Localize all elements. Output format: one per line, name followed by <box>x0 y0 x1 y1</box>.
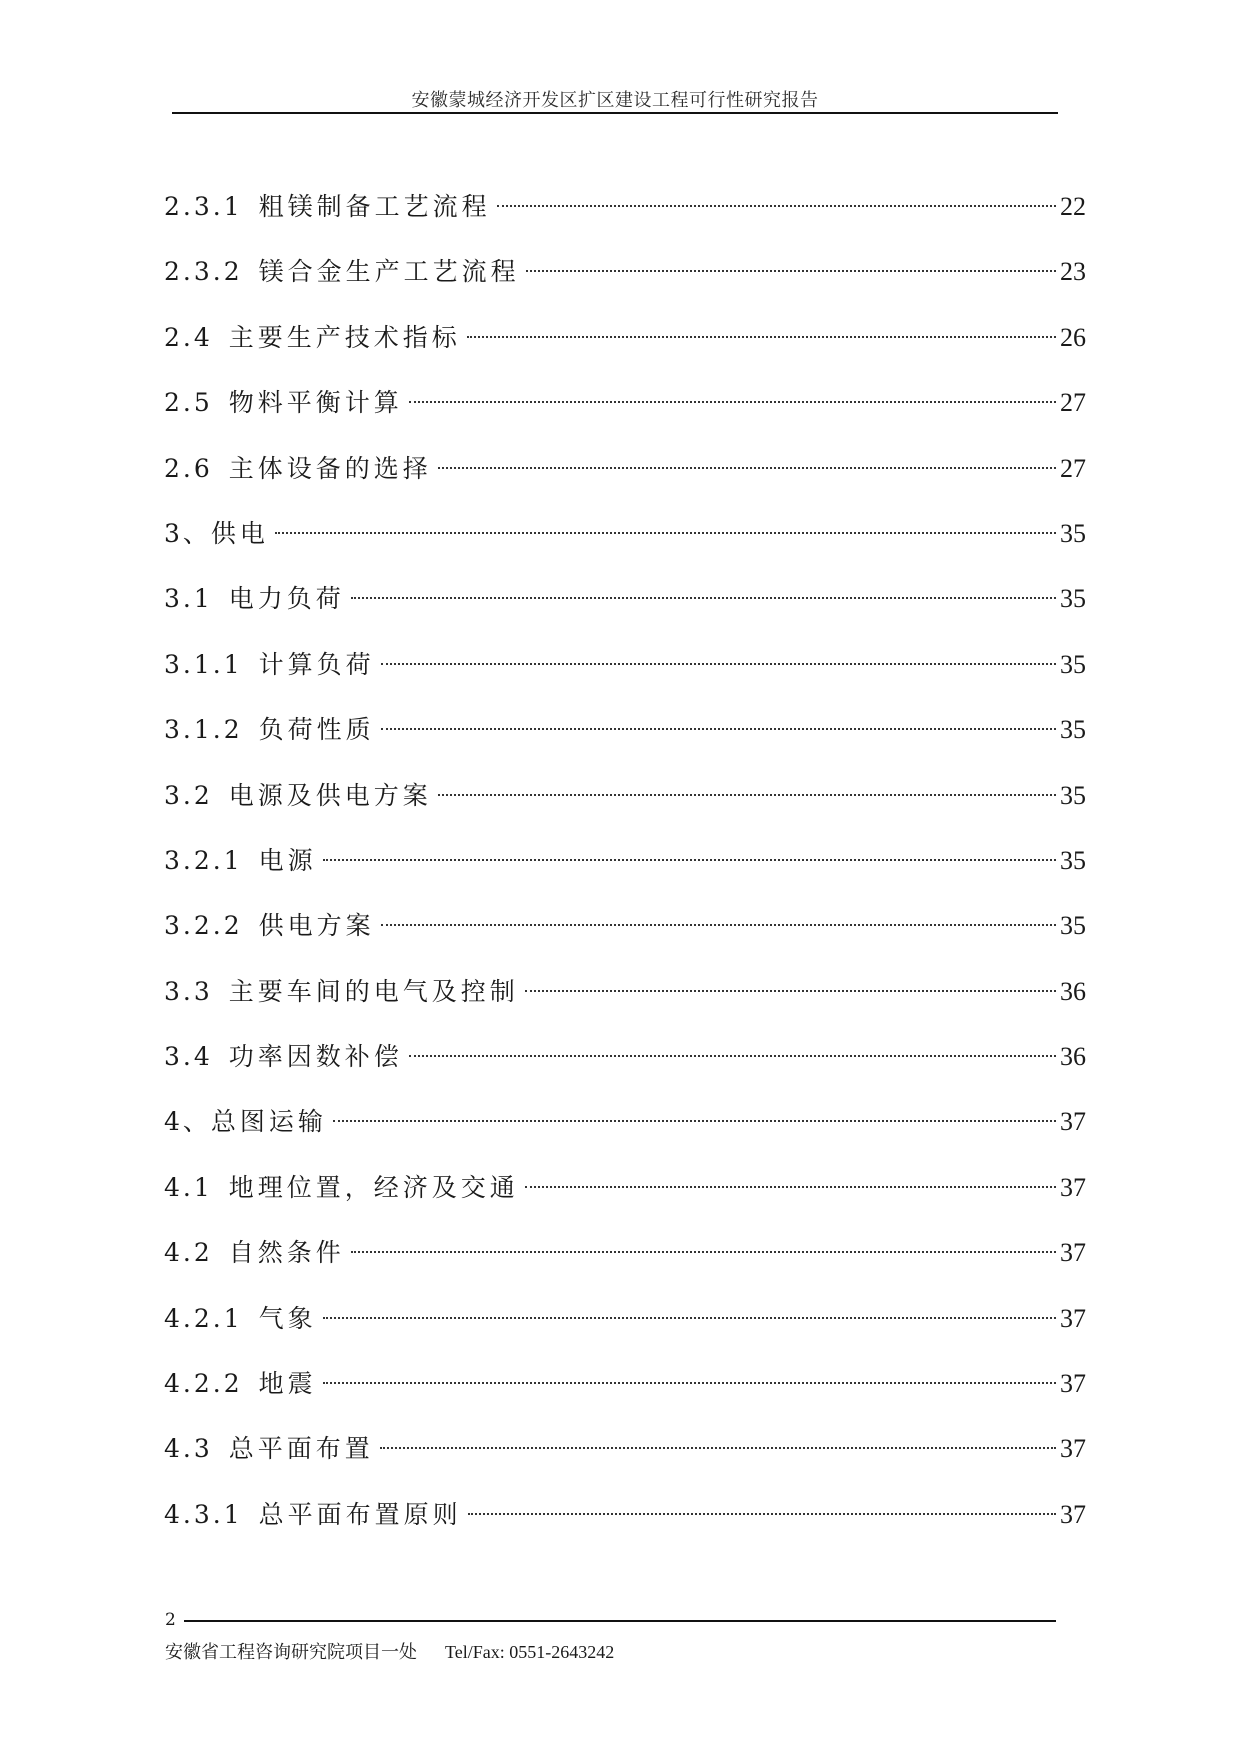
toc-entry-title: 电源 <box>258 845 317 875</box>
toc-entry-page: 37 <box>1060 1303 1086 1333</box>
footer-divider <box>184 1620 1056 1622</box>
footer-info <box>165 1638 614 1664</box>
toc-dot-leader <box>381 663 1056 665</box>
toc-entry-number: 4.2 <box>164 1238 213 1268</box>
toc-entry[interactable] <box>164 514 1086 579</box>
toc-entry[interactable] <box>164 187 1086 252</box>
toc-entry[interactable] <box>164 1364 1086 1429</box>
toc-entry-page: 37 <box>1060 1434 1086 1464</box>
toc-entry-number: 3.2 <box>164 780 213 810</box>
toc-entry[interactable] <box>164 645 1086 710</box>
toc-entry-title: 地震 <box>258 1369 317 1399</box>
toc-entry[interactable] <box>164 1429 1086 1494</box>
toc-dot-leader <box>409 401 1056 403</box>
toc-entry-title: 功率因数补偿 <box>228 1042 403 1072</box>
footer-page-number: 2 <box>165 1610 176 1630</box>
toc-entry-number: 2.3.2 <box>164 257 243 287</box>
page-header-title: 安徽蒙城经济开发区扩区建设工程可行性研究报告 <box>411 90 819 111</box>
toc-dot-leader <box>409 1055 1056 1057</box>
toc-dot-leader <box>333 1120 1056 1122</box>
toc-dot-leader <box>497 205 1056 207</box>
toc-entry-number: 4.3.1 <box>164 1499 243 1529</box>
toc-entry-title: 地理位置，经济及交通 <box>228 1172 519 1202</box>
toc-entry-title: 镁合金生产工艺流程 <box>258 257 520 287</box>
toc-entry-number: 3.2.2 <box>164 911 243 941</box>
toc-dot-leader <box>380 1447 1056 1449</box>
toc-dot-leader <box>525 1186 1056 1188</box>
toc-entry-title: 物料平衡计算 <box>228 388 403 418</box>
toc-entry[interactable] <box>164 1037 1086 1102</box>
toc-entry-page: 37 <box>1060 1238 1086 1268</box>
toc-dot-leader <box>467 336 1056 338</box>
toc-entry[interactable] <box>164 449 1086 514</box>
toc-dot-leader <box>381 728 1056 730</box>
toc-dot-leader <box>323 1317 1056 1319</box>
toc-dot-leader <box>323 859 1056 861</box>
toc-entry-page: 35 <box>1060 715 1086 745</box>
footer-organization: 安徽省工程咨询研究院项目一处 <box>165 1642 417 1663</box>
toc-entry-title: 主体设备的选择 <box>228 453 432 483</box>
toc-dot-leader <box>438 467 1056 469</box>
toc-entry-number: 2.4 <box>164 322 213 352</box>
toc-entry-page: 22 <box>1060 192 1086 221</box>
toc-entry-number: 3.2.1 <box>164 845 243 875</box>
toc-entry[interactable] <box>164 906 1086 971</box>
toc-entry-page: 36 <box>1060 1042 1086 1072</box>
toc-entry-page: 35 <box>1060 911 1086 941</box>
toc-entry-title: 计算负荷 <box>258 649 375 679</box>
toc-entry-title: 主要生产技术指标 <box>228 322 461 352</box>
toc-entry-number: 2.6 <box>164 453 213 483</box>
toc-entry-page: 26 <box>1060 322 1086 352</box>
toc-entry-page: 35 <box>1060 518 1086 548</box>
toc-entry-title: 总平面布置原则 <box>258 1499 462 1529</box>
header-divider <box>172 112 1058 114</box>
toc-entry-title: 气象 <box>258 1303 317 1333</box>
toc-entry-title: 供电 <box>210 518 269 548</box>
toc-dot-leader <box>351 597 1056 599</box>
toc-entry-page: 35 <box>1060 649 1086 679</box>
toc-entry-number: 3.3 <box>164 976 213 1006</box>
toc-entry-title: 粗镁制备工艺流程 <box>258 192 491 221</box>
toc-entry-page: 36 <box>1060 976 1086 1006</box>
toc-entry-page: 37 <box>1060 1107 1086 1137</box>
toc-entry-number: 4.2.2 <box>164 1369 243 1399</box>
toc-entry-title: 电力负荷 <box>228 584 345 614</box>
toc-entry-number: 4.1 <box>164 1172 213 1202</box>
toc-entry-number: 2.5 <box>164 388 213 418</box>
toc-entry[interactable] <box>164 776 1086 841</box>
toc-entry[interactable] <box>164 1495 1086 1560</box>
toc-entry[interactable] <box>164 318 1086 383</box>
toc-entry-title: 供电方案 <box>258 911 375 941</box>
toc-dot-leader <box>526 270 1056 272</box>
toc-entry-page: 35 <box>1060 780 1086 810</box>
toc-entry[interactable] <box>164 252 1086 317</box>
toc-dot-leader <box>323 1382 1056 1384</box>
toc-entry-page: 37 <box>1060 1499 1086 1529</box>
toc-entry[interactable] <box>164 383 1086 448</box>
toc-entry-title: 电源及供电方案 <box>228 780 432 810</box>
toc-entry-page: 23 <box>1060 257 1086 287</box>
toc-entry-page: 37 <box>1060 1172 1086 1202</box>
toc-entry-title: 主要车间的电气及控制 <box>228 976 519 1006</box>
toc-entry-title: 总图运输 <box>210 1107 327 1137</box>
table-of-contents <box>164 187 1086 1560</box>
toc-dot-leader <box>468 1513 1056 1515</box>
toc-entry-number: 3.1 <box>164 584 213 614</box>
toc-entry-number: 3.1.1 <box>164 649 243 679</box>
toc-entry-page: 27 <box>1060 388 1086 418</box>
toc-dot-leader <box>438 794 1056 796</box>
toc-entry-number: 3、 <box>164 518 211 548</box>
toc-entry-title: 自然条件 <box>228 1238 345 1268</box>
toc-entry-number: 4、 <box>164 1107 211 1137</box>
toc-dot-leader <box>275 532 1056 534</box>
toc-dot-leader <box>381 924 1056 926</box>
toc-entry-number: 2.3.1 <box>164 192 243 221</box>
toc-entry-number: 3.1.2 <box>164 715 243 745</box>
footer-contact: Tel/Fax: 0551-2643242 <box>445 1642 615 1662</box>
toc-entry-number: 4.3 <box>164 1434 213 1464</box>
toc-entry[interactable] <box>164 579 1086 644</box>
toc-entry-page: 27 <box>1060 453 1086 483</box>
toc-entry[interactable] <box>164 1168 1086 1233</box>
toc-entry-page: 37 <box>1060 1369 1086 1399</box>
toc-entry-title: 总平面布置 <box>228 1434 374 1464</box>
toc-dot-leader <box>351 1251 1056 1253</box>
toc-entry[interactable] <box>164 972 1086 1037</box>
toc-entry-number: 4.2.1 <box>164 1303 243 1333</box>
toc-entry[interactable] <box>164 1233 1086 1298</box>
toc-entry[interactable] <box>164 710 1086 775</box>
toc-entry[interactable] <box>164 1102 1086 1167</box>
toc-entry-page: 35 <box>1060 845 1086 875</box>
toc-entry-title: 负荷性质 <box>258 715 375 745</box>
toc-entry[interactable] <box>164 841 1086 906</box>
toc-dot-leader <box>525 990 1056 992</box>
toc-entry-page: 35 <box>1060 584 1086 614</box>
toc-entry[interactable] <box>164 1299 1086 1364</box>
toc-entry-number: 3.4 <box>164 1042 213 1072</box>
